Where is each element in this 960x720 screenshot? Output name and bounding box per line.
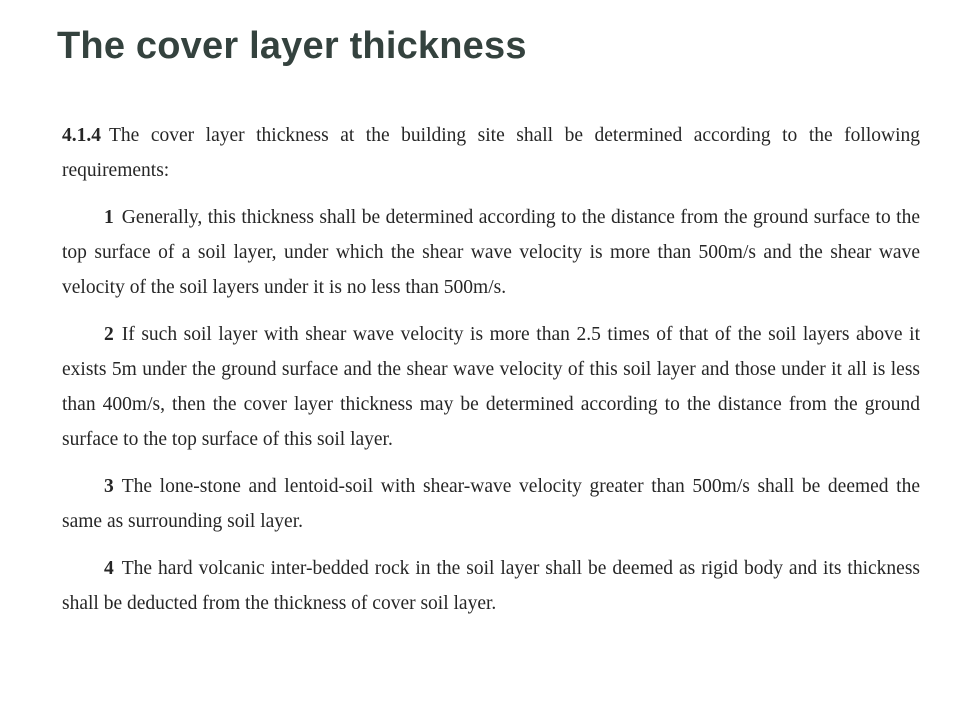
clause-2	[62, 317, 920, 457]
clause-number: 2	[104, 324, 114, 345]
clause-text: The lone-stone and lentoid-soil with shear-wave velocity greater than 500m/s shall be deemed the same as surrounding soil layer.	[62, 476, 920, 532]
code-excerpt	[62, 118, 920, 633]
clause-number: 1	[104, 207, 114, 228]
clause-text: Generally, this thickness shall be determined according to the distance from the ground surface to the top surface of a soil layer, under which the shear wave velocity is more than 500m/s and the shear wave velocity of the soil layers under it is no less than 500m/s.	[62, 207, 920, 298]
clause-1	[62, 200, 920, 305]
clause-text: If such soil layer with shear wave velocity is more than 2.5 times of that of the soil layers above it exists 5m under the ground surface and the shear wave velocity of this soil layer and those under it all is less than 400m/s, then the cover layer thickness may be determined according to the distance from the ground surface to the top surface of this soil layer.	[62, 324, 920, 450]
intro-text: The cover layer thickness at the building site shall be determined according to the following requirements:	[62, 125, 920, 181]
clause-4	[62, 551, 920, 621]
clause-text: The hard volcanic inter-bedded rock in the soil layer shall be deemed as rigid body and its thickness shall be deducted from the thickness of cover soil layer.	[62, 558, 920, 614]
clause-3	[62, 469, 920, 539]
intro-paragraph	[62, 118, 920, 188]
section-number: 4.1.4	[62, 125, 101, 146]
clause-number: 4	[104, 558, 114, 579]
clause-number: 3	[104, 476, 114, 497]
slide-title: The cover layer thickness	[57, 25, 527, 67]
